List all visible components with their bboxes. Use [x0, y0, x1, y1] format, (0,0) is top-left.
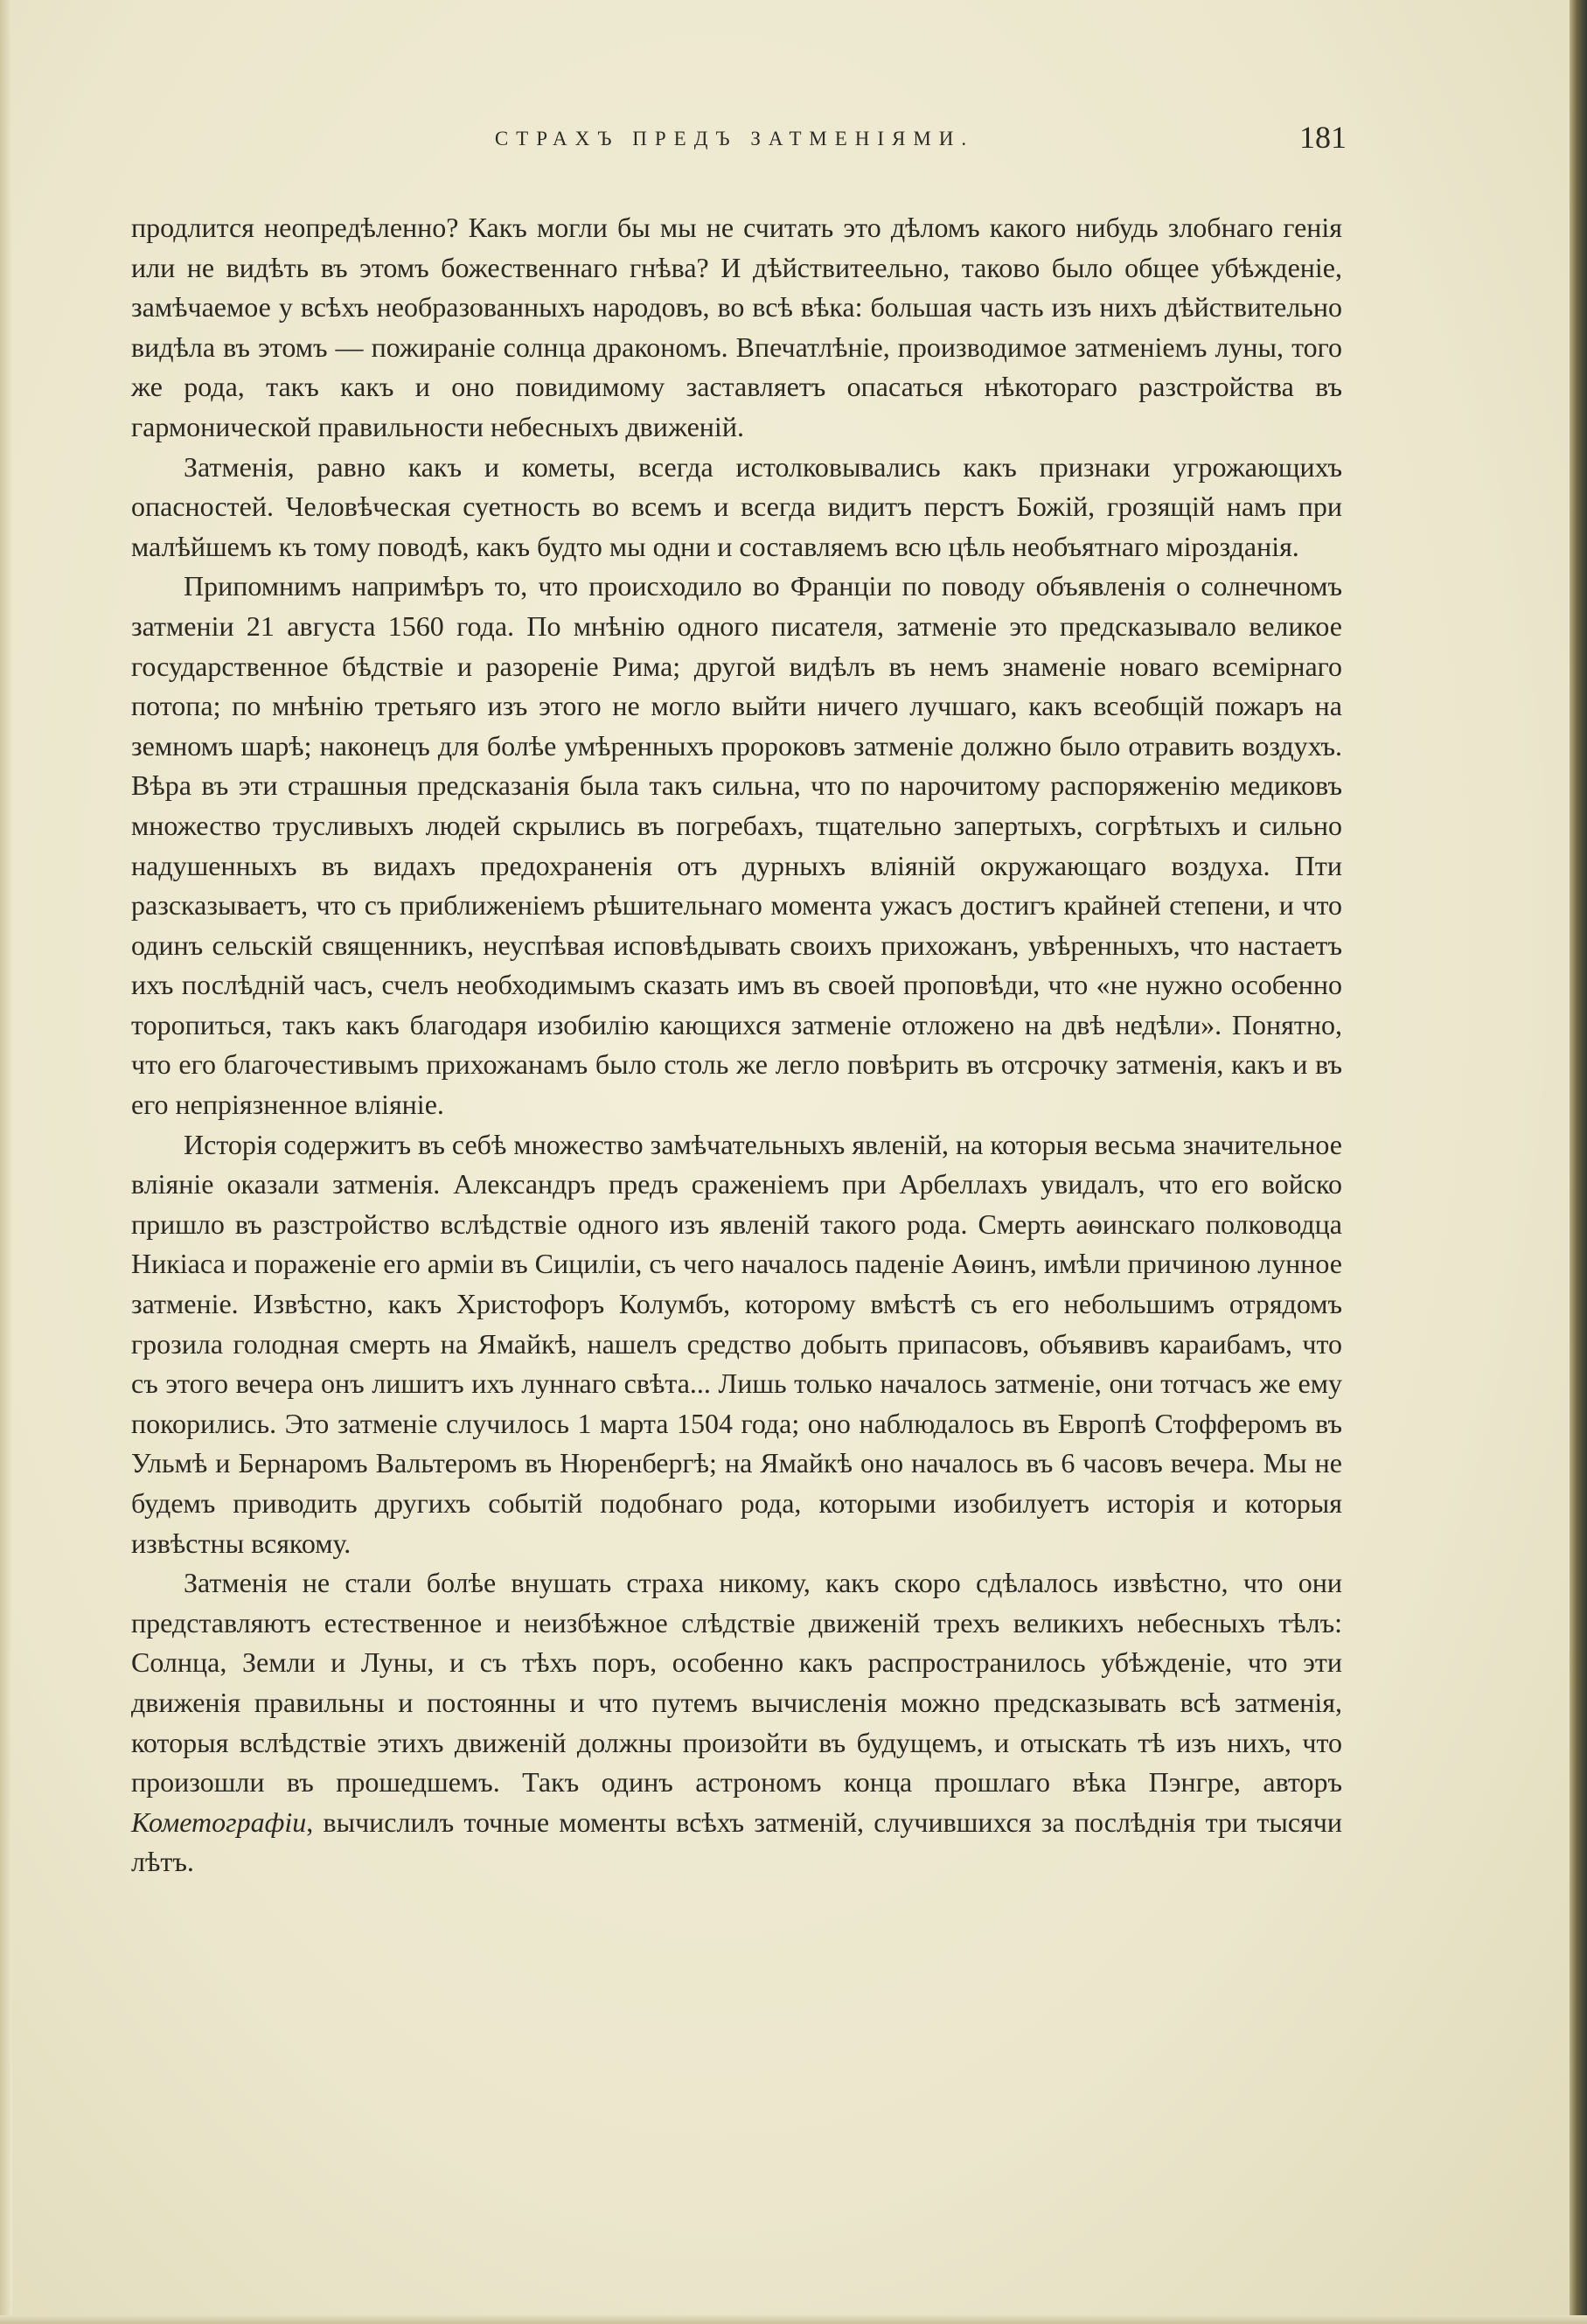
paragraph-5-text: Затменія не стали болѣе внушать страха никому, какъ скоро сдѣлалось извѣстно, что они представляютъ естественное и неизбѣжное слѣдствіе движеній трехъ великихъ небесныхъ тѣлъ: Солнца, Земли и Луны, и съ тѣхъ поръ, особенно какъ распространилось убѣжденіе, что эти движенія правильны и постоянны и что путемъ вычисленія можно предсказывать всѣ затменія, которыя вслѣдствіе этихъ движеній должны произойти въ будущемъ, и отыскать тѣ изъ нихъ, что произошли въ прошедшемъ. Такъ одинъ астрономъ конца прошлаго вѣка Пэнгре, авторъ [131, 1567, 1342, 1799]
book-title-italic: Кометографіи [131, 1806, 307, 1838]
paragraph-1: продлится неопредѣленно? Какъ могли бы мы не считать это дѣломъ какого нибудь злобнаго генія или не видѣть въ этомъ божественнаго гнѣва? И дѣйствитеeльно, таково было общее убѣжденіе, замѣчаемое у всѣхъ необразованныхъ народовъ, во всѣ вѣка: большая часть изъ нихъ дѣйствительно видѣла въ этомъ — пожираніе солнца дракономъ. Впечатлѣніе, производимое затменіемъ луны, того же рода, такъ какъ и оно повидимому заставляетъ опасаться нѣкотораго разстройства въ гармонической правильности небесныхъ движеній. [131, 212, 1342, 442]
paragraph-3: Припомнимъ напримѣръ то, что происходило во Франціи по поводу объявленія о солнечномъ затменіи 21 августа 1560 года. По мнѣнію одного писателя, затменіе это предсказывало великое государственное бѣдствіе и разореніе Рима; другой видѣлъ въ немъ знаменіе новаго всемірнаго потопа; по мнѣнію третьяго изъ этого не могло выйти ничего лучшаго, какъ всеобщій пожаръ на земномъ шарѣ; наконецъ для болѣе умѣренныхъ пророковъ затменіе должно было отравить воздухъ. Вѣра въ эти страшныя предсказанія была такъ сильна, что по нарочитому распоряженію медиковъ множество трусливыхъ людей скрылись въ погребахъ, тщательно запертыхъ, согрѣтыхъ и сильно надушенныхъ въ видахъ предохраненія отъ дурныхъ вліяній окружающаго воздуха. Пти разсказываетъ, что съ приближеніемъ рѣшительнаго момента ужасъ достигъ крайней степени, и что одинъ сельскій священникъ, неуспѣвая исповѣдывать своихъ прихожанъ, увѣренныхъ, что настаетъ ихъ послѣдній часъ, счелъ необходимымъ сказать имъ въ своей проповѣди, что «не нужно особенно торопиться, такъ какъ благодаря изобилію кающихся затменіе отложено на двѣ недѣли». Понятно, что его благочестивымъ прихожанамъ было столь же легло повѣрить въ отсрочку затменія, какъ и въ его непріязненное вліяніе. [131, 570, 1342, 1121]
page-bottom-edge [0, 2315, 1587, 2324]
paragraph-5 [131, 1563, 1342, 1882]
paragraph-4: Исторія содержитъ въ себѣ множество замѣчательныхъ явленій, на которыя весьма значительное вліяніе оказали затменія. Александръ предъ сраженіемъ при Арбеллахъ увидалъ, что его войско пришло въ разстройство вслѣдствіе одного изъ явленій такого рода. Смерть аѳинскаго полководца Никіаса и пораженіе его арміи въ Сициліи, съ чего началось паденіе Аѳинъ, имѣли причиною лунное затменіе. Извѣстно, какъ Христофоръ Колумбъ, которому вмѣстѣ съ его небольшимъ отрядомъ грозила голодная смерть на Ямайкѣ, нашелъ средство добыть припасовъ, объявивъ караибамъ, что съ этого вечера онъ лишитъ ихъ луннаго свѣта... Лишь только началось затменіе, они тотчасъ же ему покорились. Это затменіе случилось 1 марта 1504 года; оно наблюдалось въ Европѣ Стофферомъ въ Ульмѣ и Бернаромъ Вальтеромъ въ Нюренбергѣ; на Ямайкѣ оно началось въ 6 часовъ вечера. Мы не будемъ приводить другихъ событій подобнаго рода, которыми изобилуетъ исторія и которыя извѣстны всякому. [131, 1128, 1342, 1559]
page-left-edge [0, 0, 12, 2324]
paragraph-2: Затменія, равно какъ и кометы, всегда истолковывались какъ признаки угрожающихъ опасностей. Человѣческая суетность во всемъ и всегда видитъ перстъ Божій, грозящій намъ при малѣйшемъ къ тому поводѣ, какъ будто мы одни и составляемъ всю цѣль необъятнаго мірозданія. [131, 450, 1342, 562]
paragraph-5-ending: , вычислилъ точные моменты всѣхъ затменій, случившихся за послѣднія три тысячи лѣтъ. [131, 1806, 1342, 1878]
book-spine-edge [1570, 0, 1587, 2324]
body-text [131, 208, 1342, 1882]
running-title: СТРАХЪ ПРЕДЪ ЗАТМЕНІЯМИ. [494, 128, 975, 150]
page-number: 181 [1299, 120, 1347, 155]
page-header [122, 119, 1347, 171]
